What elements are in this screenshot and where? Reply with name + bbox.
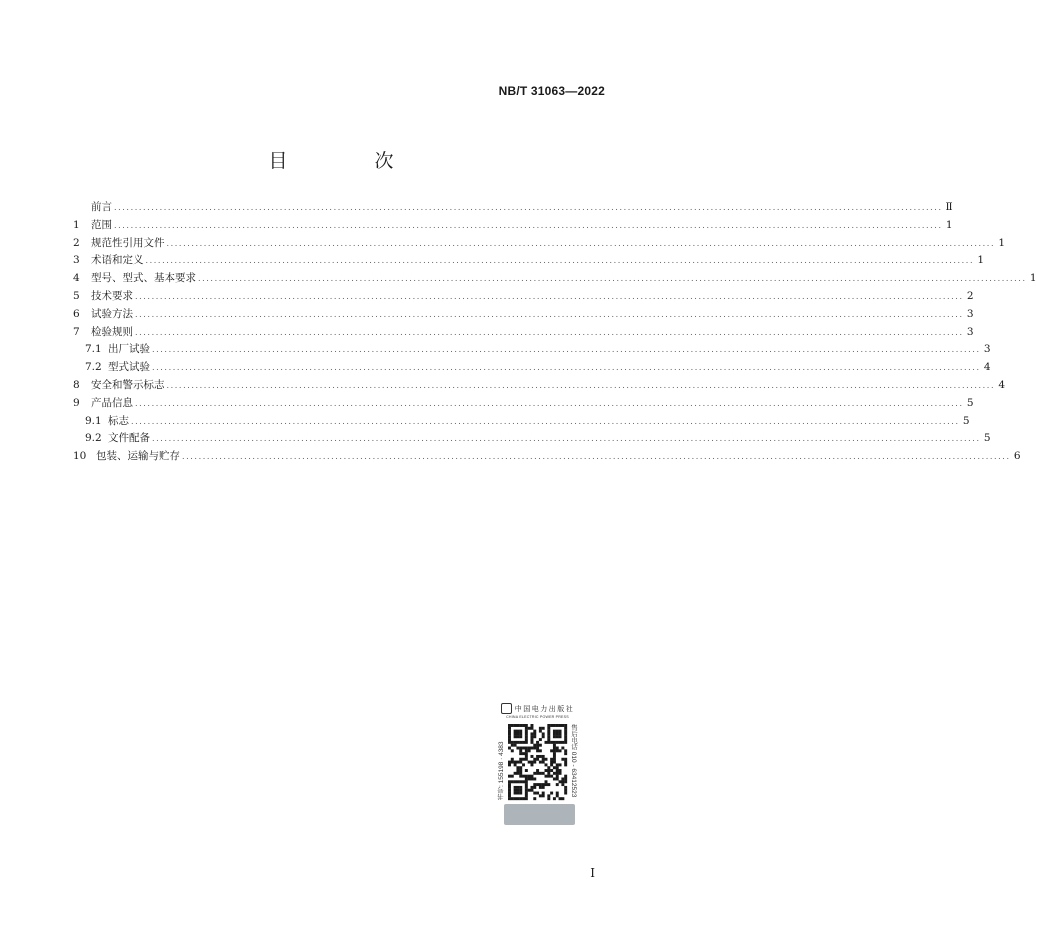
- toc-entry[interactable]: [73, 430, 991, 448]
- toc-entry-number: 9.1: [85, 414, 102, 427]
- toc-leader-dots: ........................................................................................................................................................................................................: [114, 203, 943, 212]
- toc-leader-dots: ........................................................................................................................................................................................................: [166, 380, 996, 390]
- toc-leader-dots: ........................................................................................................................................................................................................: [135, 327, 964, 337]
- toc-leader-dots: ........................................................................................................................................................................................................: [152, 345, 981, 355]
- toc-entry-title: 产品信息: [91, 396, 133, 409]
- toc-entry-number: 7: [73, 325, 80, 338]
- toc-entry-title: 型号、型式、基本要求: [91, 272, 196, 285]
- toc-entry-page: 1: [998, 236, 1006, 249]
- toc-entry-page: 3: [966, 307, 974, 320]
- toc-entry[interactable]: [73, 448, 1021, 466]
- toc-entry-title: 文件配备: [108, 432, 150, 445]
- toc-entry[interactable]: [73, 413, 970, 431]
- toc-entry[interactable]: [73, 395, 974, 413]
- toc-entry-title: 安全和警示标志: [91, 378, 165, 391]
- toc-leader-dots: ........................................................................................................................................................................................................: [135, 291, 964, 301]
- toc-entry[interactable]: [73, 359, 991, 377]
- toc-entry-title: 出厂试验: [108, 343, 150, 356]
- qr-code-icon[interactable]: [508, 724, 567, 800]
- toc-entry-number: 1: [73, 218, 80, 231]
- toc-entry-title: 术语和定义: [91, 254, 144, 267]
- toc-entry-page: 3: [966, 325, 974, 338]
- toc-entry-title: 检验规则: [91, 325, 133, 338]
- toc-leader-dots: ........................................................................................................................................................................................................: [135, 398, 964, 408]
- page-number: I: [590, 866, 595, 880]
- toc-entry-number: 7.1: [85, 343, 102, 356]
- toc-leader-dots: ........................................................................................................................................................................................................: [152, 363, 981, 373]
- publisher-name-cn: 中国电力出版社: [514, 704, 575, 713]
- toc-entry-number: 9.2: [85, 432, 102, 445]
- toc-entry-title: 包装、运输与贮存: [96, 450, 180, 463]
- toc-entry-page: 1: [977, 254, 985, 267]
- toc-leader-dots: ........................................................................................................................................................................................................: [114, 220, 943, 230]
- toc-entry[interactable]: [73, 377, 1006, 395]
- toc-entry-title: 标志: [108, 414, 129, 427]
- toc-entry[interactable]: [73, 199, 953, 217]
- toc-entry-number: 5: [73, 289, 80, 302]
- toc-entry[interactable]: [73, 341, 991, 359]
- toc-entry-number: 8: [73, 378, 80, 391]
- toc-entry-page: 6: [1013, 450, 1021, 463]
- toc-entry-title: 范围: [91, 218, 112, 231]
- scratch-code-panel[interactable]: [504, 804, 575, 825]
- toc-leader-dots: ........................................................................................................................................................................................................: [131, 416, 960, 426]
- toc-leader-dots: ........................................................................................................................................................................................................: [145, 256, 975, 266]
- toc-entry-page: 1: [945, 218, 953, 231]
- toc-entry[interactable]: [73, 270, 1037, 288]
- standard-code: NB/T 31063—2022: [498, 84, 605, 98]
- toc-entry-title: 试验方法: [91, 307, 133, 320]
- toc-entry-number: 3: [73, 254, 80, 267]
- toc-leader-dots: ........................................................................................................................................................................................................: [182, 452, 1011, 462]
- toc-entry-page: 5: [962, 414, 970, 427]
- toc-leader-dots: ........................................................................................................................................................................................................: [166, 238, 996, 248]
- toc-entry-page: Ⅱ: [945, 201, 953, 213]
- page-title: 目 次: [268, 150, 428, 172]
- toc-leader-dots: ........................................................................................................................................................................................................: [135, 309, 964, 319]
- toc-entry-number: 7.2: [85, 361, 102, 374]
- toc-leader-dots: ........................................................................................................................................................................................................: [152, 434, 981, 444]
- toc-entry-title: 规范性引用文件: [91, 236, 165, 249]
- after-sales-phone: 售后电话 010 - 63412523: [570, 724, 577, 798]
- toc-entry-page: 5: [966, 396, 974, 409]
- toc-entry-page: 3: [983, 343, 991, 356]
- toc-entry[interactable]: [73, 217, 953, 235]
- toc-entry[interactable]: [73, 324, 974, 342]
- toc-entry[interactable]: [73, 288, 974, 306]
- toc-entry-title: 型式试验: [108, 361, 150, 374]
- toc-entry[interactable]: [73, 252, 985, 270]
- toc-entry-title: 技术要求: [91, 289, 133, 302]
- toc-entry-page: 2: [966, 289, 974, 302]
- toc-leader-dots: ........................................................................................................................................................................................................: [198, 274, 1027, 284]
- toc-entry-page: 1: [1029, 272, 1037, 285]
- toc-entry-number: 2: [73, 236, 80, 249]
- publisher-name-en: CHINA ELECTRIC POWER PRESS: [506, 715, 569, 719]
- table-of-contents: [73, 199, 1037, 466]
- toc-entry-number: 9: [73, 396, 80, 409]
- toc-entry-title: 前言: [91, 201, 112, 213]
- toc-entry-number: 6: [73, 307, 80, 320]
- toc-entry[interactable]: [73, 306, 974, 324]
- isbn-text: 书号: 155198 · 4383: [498, 741, 505, 800]
- toc-entry-number: 10: [73, 450, 87, 463]
- toc-entry-number: 4: [73, 272, 80, 285]
- toc-entry[interactable]: [73, 235, 1006, 253]
- toc-entry-page: 4: [983, 361, 991, 374]
- publisher-seal-icon: [501, 703, 512, 714]
- toc-entry-page: 4: [998, 378, 1006, 391]
- toc-entry-page: 5: [983, 432, 991, 445]
